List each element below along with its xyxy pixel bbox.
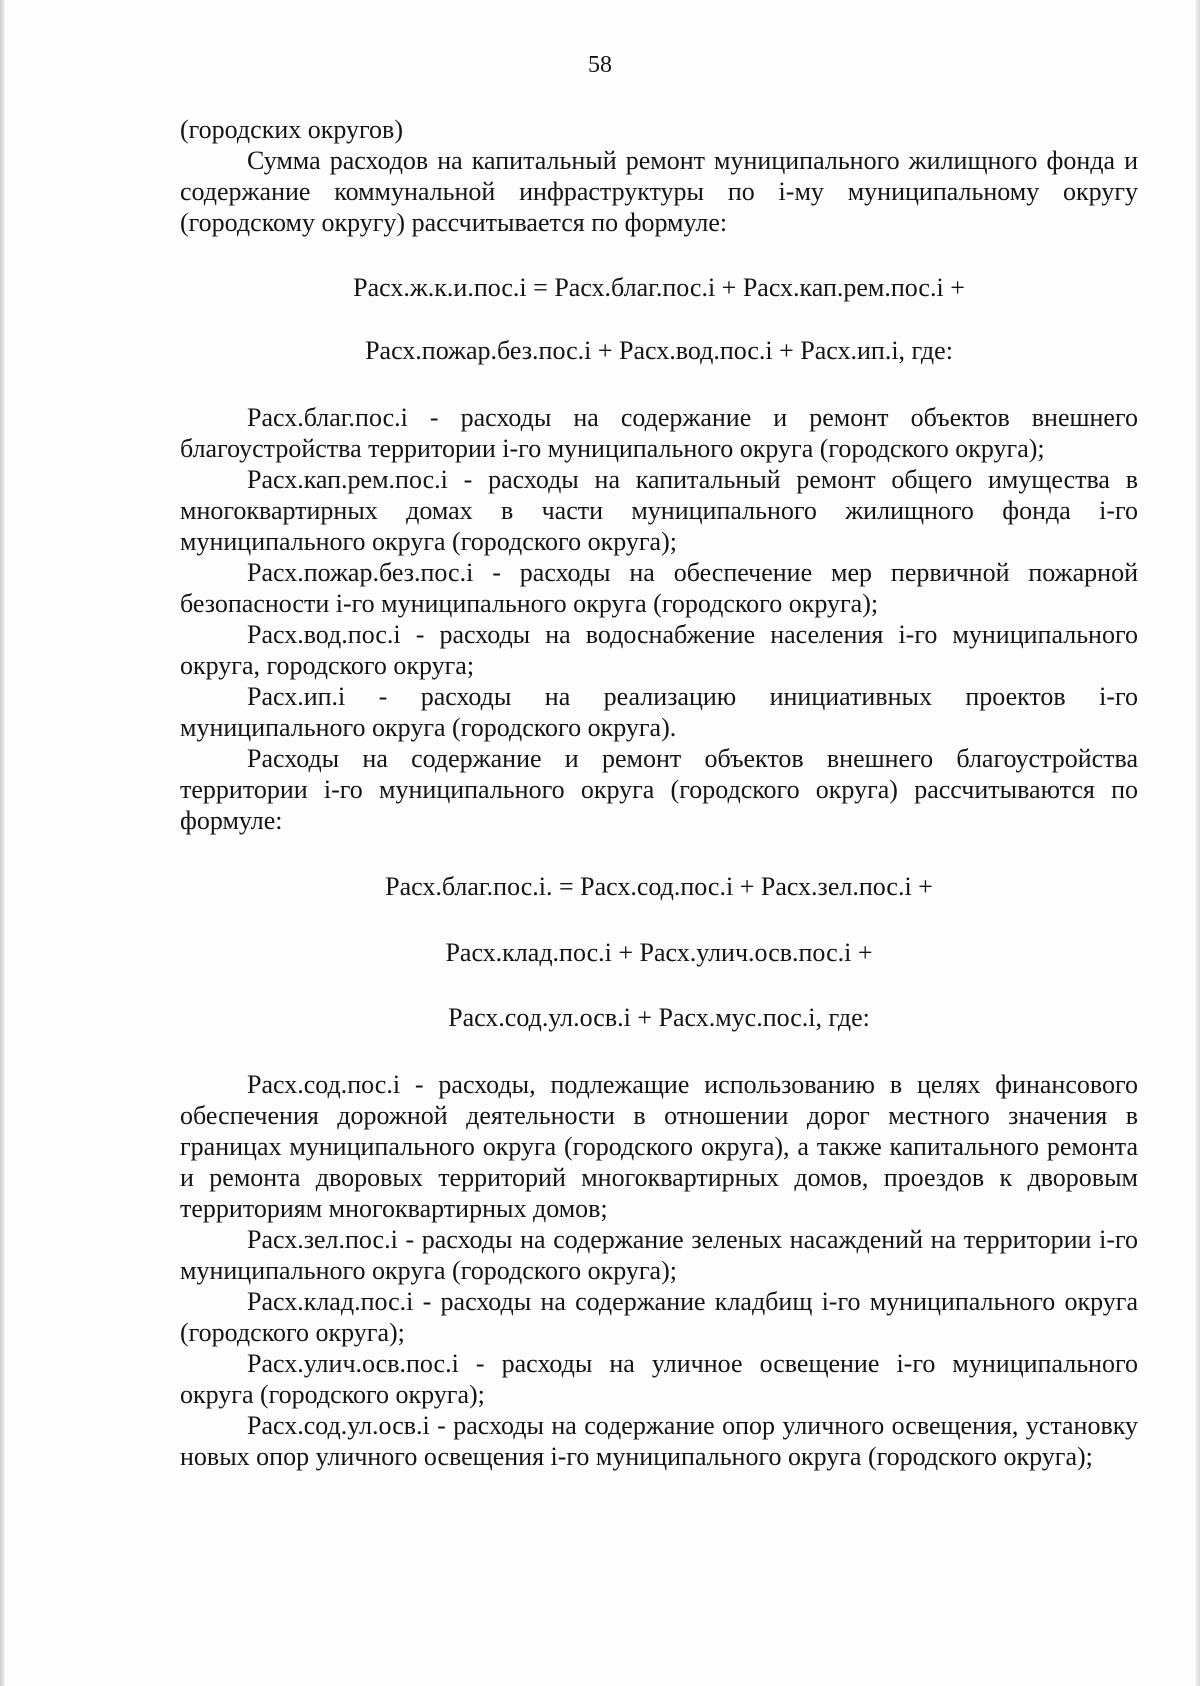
paragraph-intro: Сумма расходов на капитальный ремонт муниципального жилищного фонда и содержание коммунальной инфраструктуры по i-му муниципальному округу (городскому округу) рассчитывается по формуле: bbox=[180, 146, 1138, 237]
paragraph-blag-intro: Расходы на содержание и ремонт объектов внешнего благоустройства территории i-го муниципального округа (городского округа) рассчитываются по формуле: bbox=[180, 744, 1138, 835]
page-number: 58 bbox=[588, 52, 612, 78]
formula-1-line-1: Расх.ж.к.и.пос.i = Расх.благ.пос.i + Расх.кап.рем.пос.i + bbox=[353, 273, 965, 302]
definition-kap-rem: Расх.кап.рем.пос.i - расходы на капитальный ремонт общего имущества в многоквартирных домах в части муниципального жилищного фонда i-го муниципального округа (городского округа); bbox=[180, 465, 1138, 556]
definition-sod-ul-osv: Расх.сод.ул.осв.i - расходы на содержание опор уличного освещения, установку новых опор уличного освещения i-го муниципального округа (городского округа); bbox=[180, 1411, 1138, 1471]
document-body bbox=[180, 114, 1138, 1472]
definition-ip: Расх.ип.i - расходы на реализацию инициативных проектов i-го муниципального округа (городского округа). bbox=[180, 682, 1138, 742]
definition-klad: Расх.клад.пос.i - расходы на содержание кладбищ i-го муниципального округа (городского округа); bbox=[180, 1287, 1138, 1347]
definition-pozhar: Расх.пожар.без.пос.i - расходы на обеспечение мер первичной пожарной безопасности i-го муниципального округа (городского округа); bbox=[180, 558, 1138, 618]
scan-edge-right bbox=[1195, 0, 1200, 1686]
scan-edge-left bbox=[0, 0, 5, 1686]
definition-blag: Расх.благ.пос.i - расходы на содержание и ремонт объектов внешнего благоустройства территории i-го муниципального округа (городского округа); bbox=[180, 403, 1138, 463]
paragraph-continuation: (городских округов) bbox=[180, 115, 403, 144]
formula-2-line-2: Расх.клад.пос.i + Расх.улич.осв.пос.i + bbox=[445, 938, 873, 967]
definition-sod: Расх.сод.пос.i - расходы, подлежащие использованию в целях финансового обеспечения дорожной деятельности в отношении дорог местного значения в границах муниципального округа (городского округа), а также капитального ремонта и ремонта дворовых территорий многоквартирных домов, проездов к дворовым территориям многоквартирных домов; bbox=[180, 1070, 1138, 1223]
formula-2-line-3: Расх.сод.ул.осв.i + Расх.мус.пос.i, где: bbox=[448, 1003, 870, 1032]
definition-ulich-osv: Расх.улич.осв.пос.i - расходы на уличное освещение i-го муниципального округа (городского округа); bbox=[180, 1349, 1138, 1409]
definition-vod: Расх.вод.пос.i - расходы на водоснабжение населения i-го муниципального округа, городского округа; bbox=[180, 620, 1138, 680]
formula-1-line-2: Расх.пожар.без.пос.i + Расх.вод.пос.i + Расх.ип.i, где: bbox=[365, 336, 953, 365]
definition-zel: Расх.зел.пос.i - расходы на содержание зеленых насаждений на территории i-го муниципального округа (городского округа); bbox=[180, 1225, 1138, 1285]
formula-2-line-1: Расх.благ.пос.i. = Расх.сод.пос.i + Расх.зел.пос.i + bbox=[385, 872, 933, 901]
